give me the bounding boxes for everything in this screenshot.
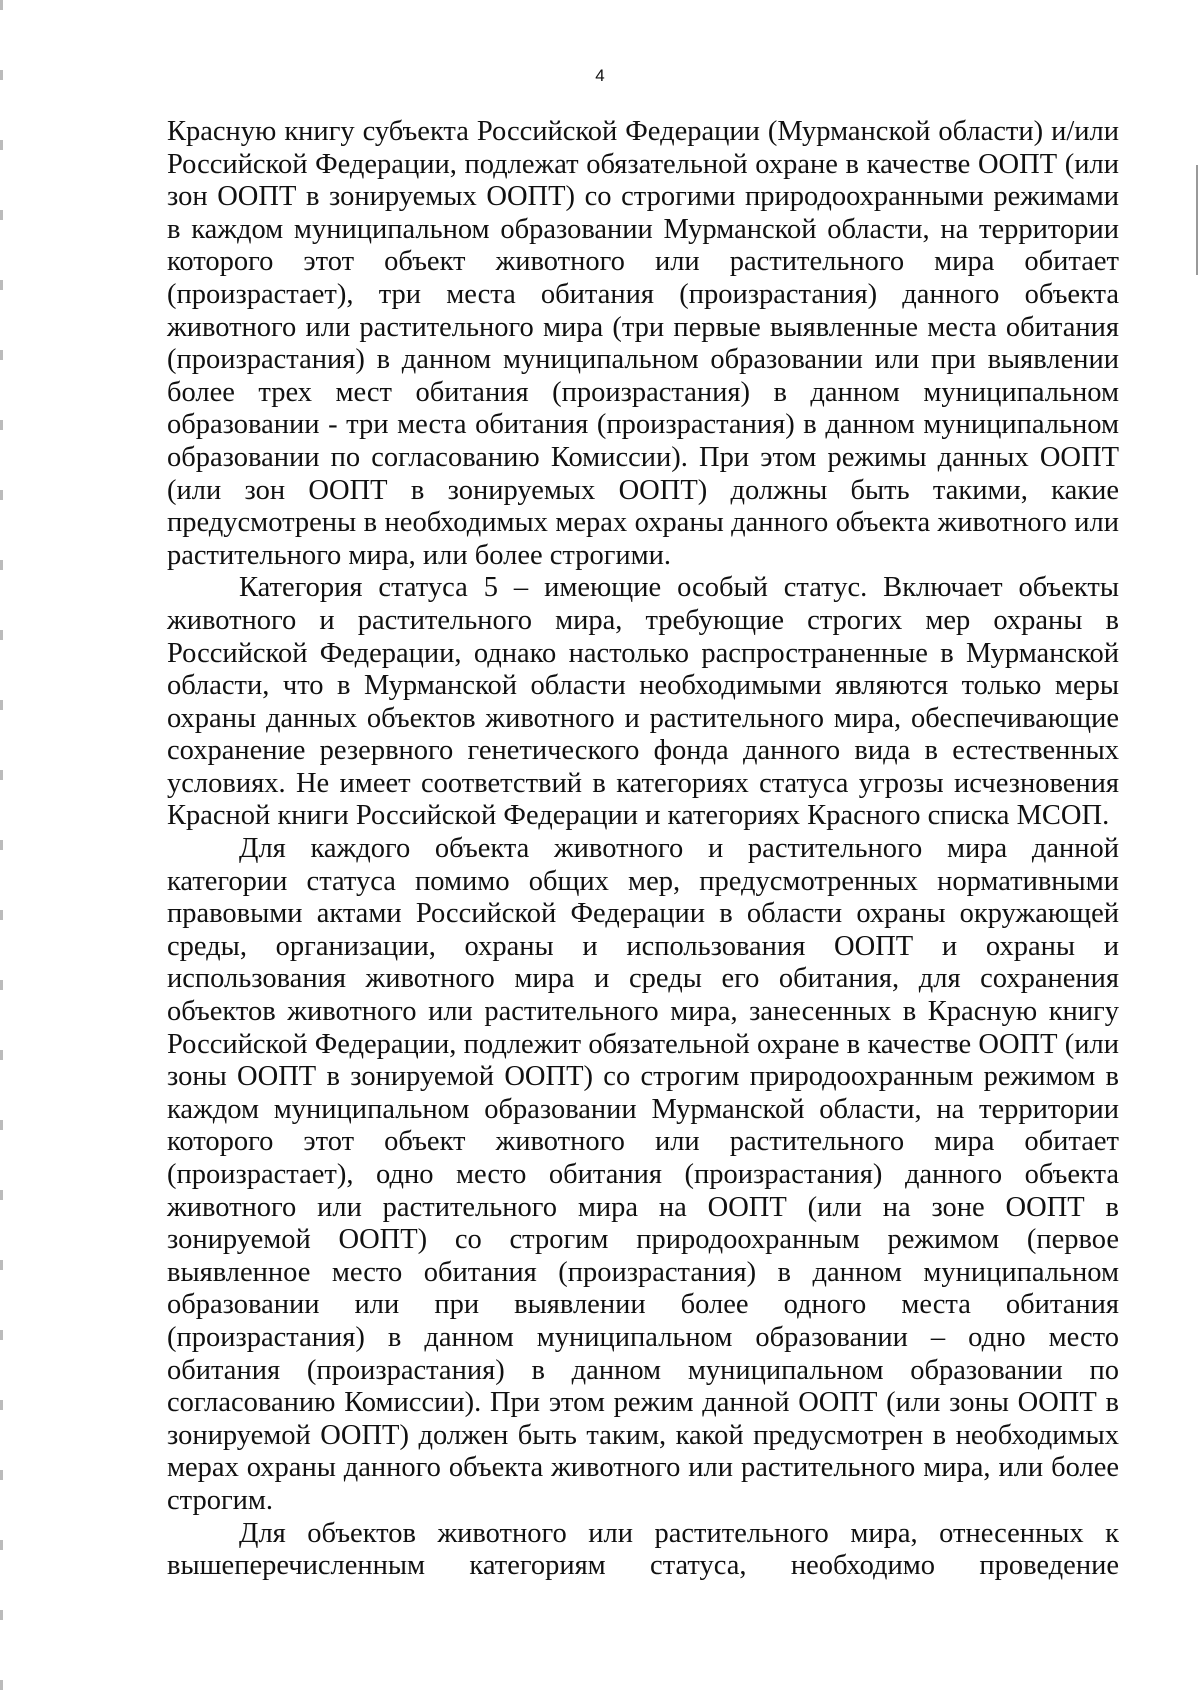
page-number: 4 bbox=[595, 66, 605, 85]
paragraph-protection-measures: Для каждого объекта животного и растительного мира данной категории статуса помимо общих мер, предусмотренных нормативными правовыми актами Российской Федерации в области охраны окружающей среды, организации, охраны и использования ООПТ и охраны и использования животного мира и среды его обитания, для сохранения объектов животного или растительного мира, занесенных в Красную книгу Российской Федерации, подлежит обязательной охране в качестве ООПТ (или зоны ООПТ в зонируемой ООПТ) со строгим природоохранным режимом в каждом муниципальном образовании Мурманской области, на территории которого этот объект животного или растительного мира обитает (произрастает), одно место обитания (произрастания) данного объекта животного или растительного мира на ООПТ (или на зоне ООПТ в зонируемой ООПТ) со строгим природоохранным режимом (первое выявленное место обитания (произрастания) в данном муниципальном образовании или при выявлении более одного места обитания (произрастания) в данном муниципальном образовании – одно место обитания (произрастания) в данном муниципальном образовании по согласованию Комиссии). При этом режим данной ООПТ (или зоны ООПТ в зонируемой ООПТ) должен быть таким, какой предусмотрен в необходимых мерах охраны данного объекта животного или растительного мира, или более строгим. bbox=[167, 833, 1119, 1516]
paragraph-listed-categories: Для объектов животного или растительного мира, отнесенных к вышеперечисленным категориям статуса, необходимо проведение bbox=[167, 1517, 1119, 1582]
document-body bbox=[167, 116, 1119, 1583]
paragraph-category-5: Категория статуса 5 – имеющие особый статус. Включает объекты животного и растительного мира, требующие строгих мер охраны в Российской Федерации, однако настолько распространенные в Мурманской области, что в Мурманской области необходимыми являются только меры охраны данных объектов животного и растительного мира, обеспечивающие сохранение резервного генетического фонда данного вида в естественных условиях. Не имеет соответствий в категориях статуса угрозы исчезновения Красной книги Российской Федерации и категориях Красного списка МСОП. bbox=[167, 572, 1119, 832]
paragraph-continuation: Красную книгу субъекта Российской Федерации (Мурманской области) и/или Российской Федерации, подлежат обязательной охране в качестве ООПТ (или зон ООПТ в зонируемых ООПТ) со строгими природоохранными режимами в каждом муниципальном образовании Мурманской области, на территории которого этот объект животного или растительного мира обитает (произрастает), три места обитания (произрастания) данного объекта животного или растительного мира (три первые выявленные места обитания (произрастания) в данном муниципальном образовании или при выявлении более трех мест обитания (произрастания) в данном муниципальном образовании - три места обитания (произрастания) в данном муниципальном образовании по согласованию Комиссии). При этом режимы данных ООПТ (или зон ООПТ в зонируемых ООПТ) должны быть такими, какие предусмотрены в необходимых мерах охраны данного объекта животного или растительного мира, или более строгими. bbox=[167, 116, 1119, 571]
scan-edge-artifact bbox=[1196, 165, 1198, 275]
scan-edge-artifact bbox=[0, 0, 3, 1698]
